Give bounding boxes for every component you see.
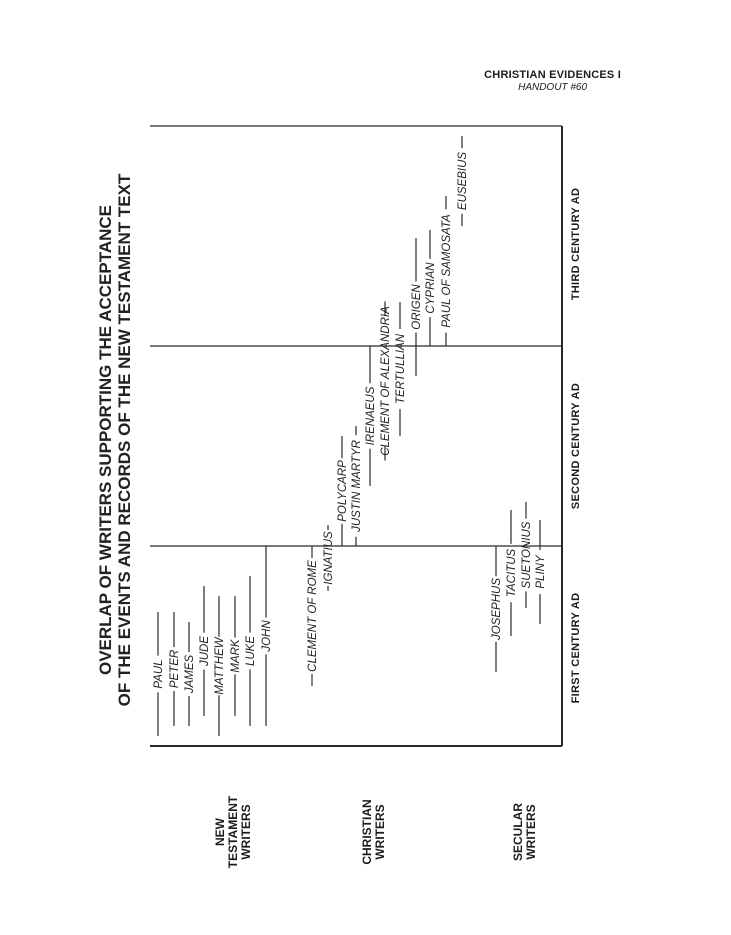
- writer-label-ignatius: IGNATIUS: [323, 531, 335, 585]
- handout-number: HANDOUT #60: [518, 82, 587, 93]
- axis-label-second-century: SECOND CENTURY AD: [570, 382, 582, 510]
- writer-label-mark: MARK: [230, 639, 242, 673]
- writer-label-clement-of-rome: CLEMENT OF ROME: [307, 560, 319, 672]
- category-new-testament-writers: NEW TESTAMENT WRITERS: [213, 795, 253, 869]
- category-christian-writers: CHRISTIAN WRITERS: [360, 799, 387, 865]
- writer-label-luke: LUKE: [245, 635, 257, 667]
- axis-label-first-century: FIRST CENTURY AD: [570, 592, 582, 704]
- writer-label-justin-martyr: JUSTIN MARTYR: [351, 440, 363, 532]
- writer-label-matthew: MATTHEW: [214, 637, 226, 695]
- writer-label-james: JAMES: [184, 654, 196, 694]
- writer-label-tertullian: TERTULLIAN: [395, 333, 407, 405]
- writer-label-suetonius: SUETONIUS: [521, 521, 533, 589]
- writer-label-eusebius: EUSEBIUS: [457, 151, 469, 211]
- writer-label-peter: PETER: [169, 649, 181, 689]
- writer-label-pliny: PLINY: [535, 555, 547, 589]
- writer-label-tacitus: TACITUS: [506, 548, 518, 598]
- writer-label-josephus: JOSEPHUS: [491, 578, 503, 640]
- chart-title-line-1: OVERLAP OF WRITERS SUPPORTING THE ACCEPTANCE: [96, 204, 115, 676]
- writer-label-irenaeus: IRENAEUS: [365, 386, 377, 446]
- axis-label-third-century: THIRD CENTURY AD: [570, 187, 582, 301]
- writer-label-origen: ORIGEN: [411, 284, 423, 330]
- writer-label-paul: PAUL: [153, 659, 165, 689]
- chart-title-line-2: OF THE EVENTS AND RECORDS OF THE NEW TESTAMENT TEXT: [115, 173, 134, 707]
- writer-label-paul-of-samosata: PAUL OF SAMOSATA: [441, 214, 453, 328]
- writer-label-clement-of-alexandria: CLEMENT OF ALEXANDRIA: [380, 306, 392, 456]
- writer-label-jude: JUDE: [199, 635, 211, 667]
- writer-marks: [153, 136, 547, 736]
- course-title: CHRISTIAN EVIDENCES I: [484, 69, 621, 81]
- writer-label-cyprian: CYPRIAN: [425, 262, 437, 314]
- category-secular-writers: SECULAR WRITERS: [511, 803, 538, 862]
- chart-frame: [150, 126, 562, 746]
- writer-label-polycarp: POLYCARP: [337, 460, 349, 522]
- writer-label-john: JOHN: [261, 620, 273, 652]
